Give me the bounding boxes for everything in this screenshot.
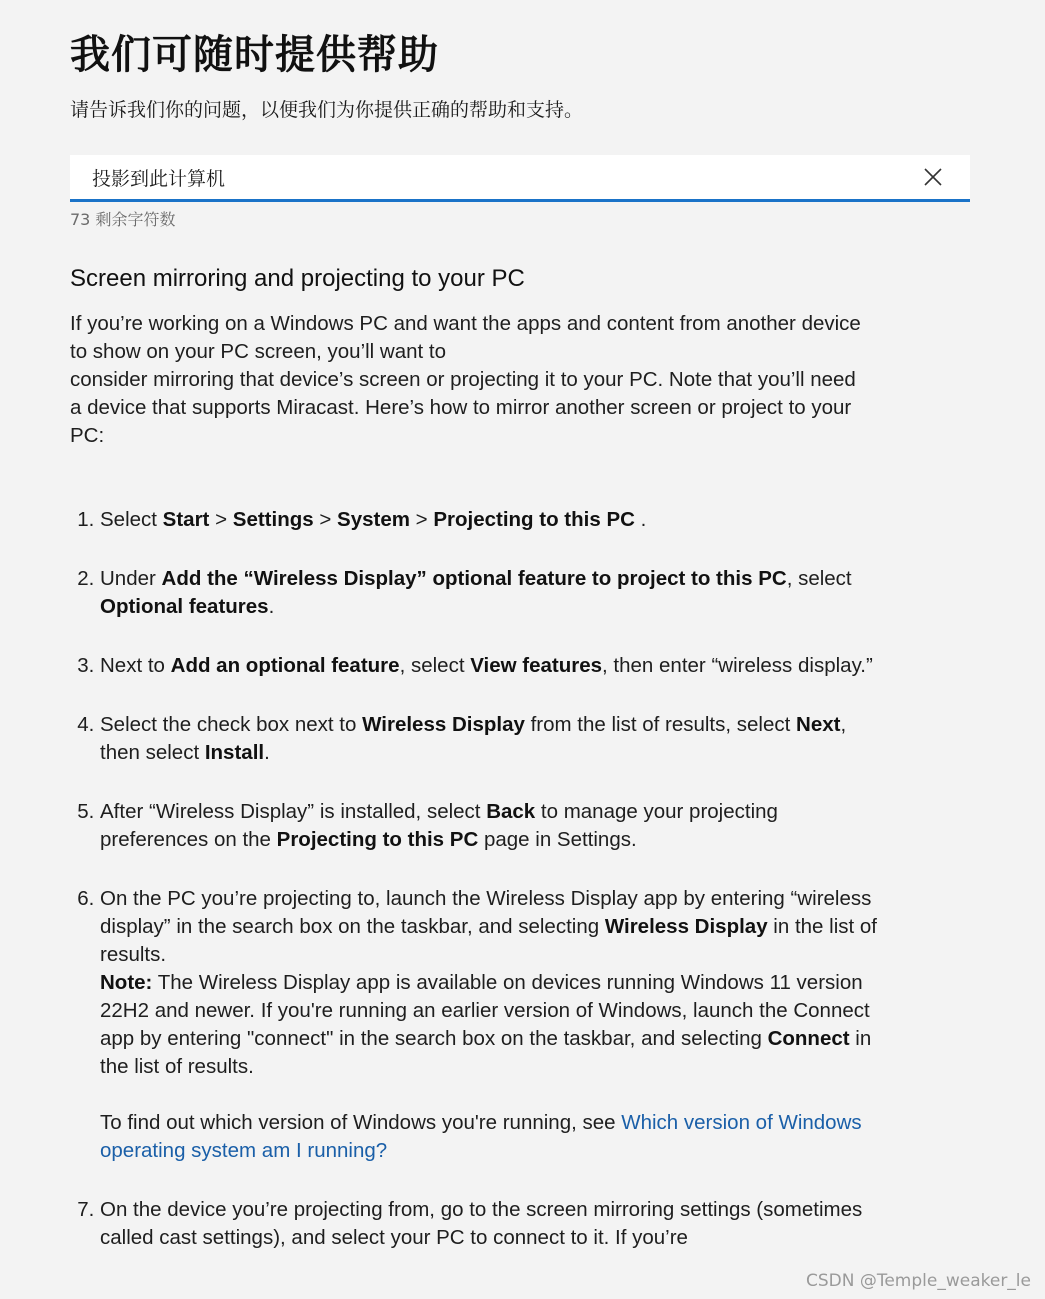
search-box — [70, 155, 970, 202]
intro-part-1: If you’re working on a Windows PC and want the apps and content from another device to show on your PC screen, you’ll want to — [70, 312, 861, 363]
step-6: 6. On the PC you’re projecting to, launch the Wireless Display app by entering “wireless display” in the search box on the taskbar, and selecting Wireless Display in the list of results. Note: The Wireless Display app is available on devices running Windows 11 version 22H2 and newer. If you're running an earlier version of Windows, launch the Connect app by entering "connect" in the search box on the taskbar, and selecting Connect in the list of results. To find out which version of Windows you're running, see Which version of Windows operating system am I running? — [100, 885, 890, 1165]
intro-part-2: consider mirroring that device’s screen or projecting it to your PC. Note that you’ll need a device that supports Miracast. Here’s how to mirror another screen or project to your PC: — [70, 368, 856, 447]
windows-version-link[interactable]: Which version of Windows operating system am I running? — [100, 1111, 862, 1162]
watermark: CSDN @Temple_weaker_le — [805, 1271, 1031, 1291]
remaining-char-count: 73 剩余字符数 — [70, 210, 176, 229]
clear-search-button[interactable] — [922, 166, 944, 188]
steps-list — [70, 506, 890, 1252]
article-intro — [70, 310, 870, 450]
step-2: 2. Under Add the “Wireless Display” optional feature to project to this PC, select Optional features. — [100, 565, 890, 621]
article — [70, 262, 890, 1283]
step-7: 7. On the device you’re projecting from, go to the screen mirroring settings (sometimes called cast settings), and select your PC to connect to it. If you’re — [100, 1196, 890, 1252]
step-5: 5. After “Wireless Display” is installed, select Back to manage your projecting preferences on the Projecting to this PC page in Settings. — [100, 798, 890, 854]
bottom-edge — [0, 1291, 1045, 1299]
step-3: 3. Next to Add an optional feature, select View features, then enter “wireless display.” — [100, 652, 890, 680]
note-label: Note: — [100, 971, 153, 994]
search-input[interactable] — [92, 155, 892, 199]
page-title: 我们可随时提供帮助 — [70, 32, 439, 78]
close-icon — [922, 166, 944, 188]
step-4: 4. Select the check box next to Wireless Display from the list of results, select Next, then select Install. — [100, 711, 890, 767]
page-subtitle: 请告诉我们你的问题，以便我们为你提供正确的帮助和支持。 — [70, 99, 584, 121]
step-1: 1. Select Start > Settings > System > Projecting to this PC . — [100, 506, 890, 534]
article-heading: Screen mirroring and projecting to your PC — [70, 265, 525, 292]
